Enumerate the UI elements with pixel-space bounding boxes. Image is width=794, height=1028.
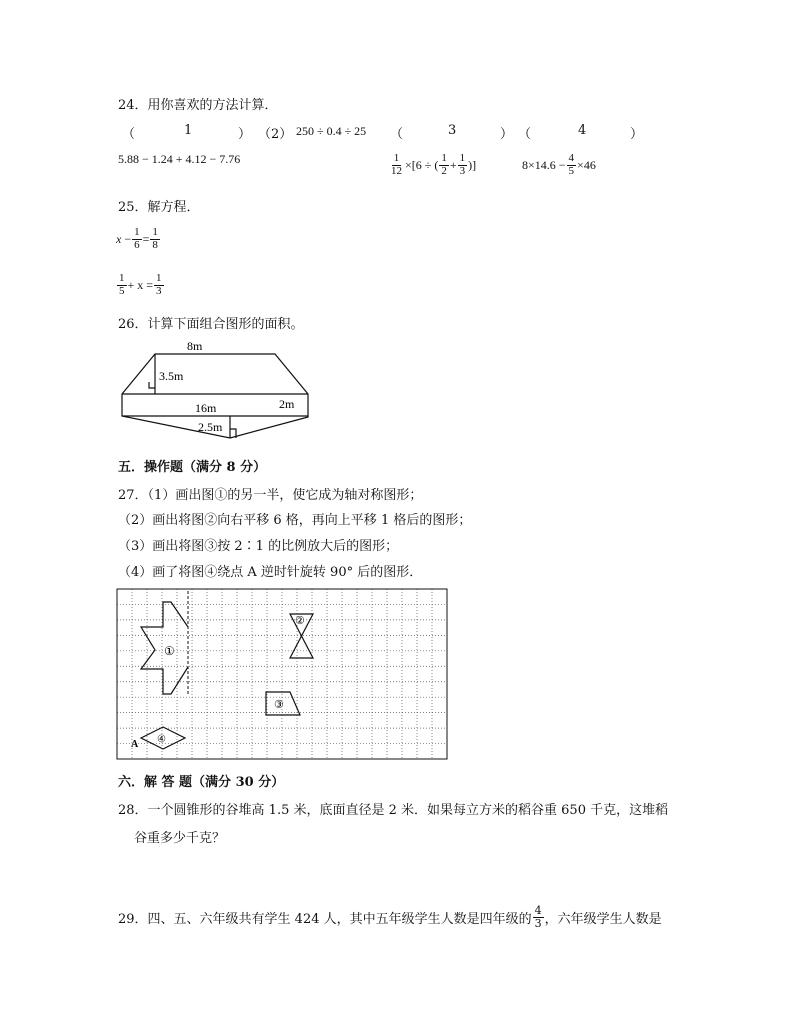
q25-equation-2: $\frac{1}{5}$ + x = $\frac{1}{3}$ xyxy=(119,271,162,297)
q27-grid-figure xyxy=(116,588,450,761)
q24-paren-1-close: ） xyxy=(238,127,252,142)
q27-line-3: （3）画出将图③按 2∶1 的比例放大后的图形； xyxy=(118,539,399,554)
q24-expr-3: $\frac{1}{12}$ ×[6 ÷ ( $\frac{1}{2}$ + $\frac{1}{3}$ )] xyxy=(391,151,477,177)
q26-label-right: 2m xyxy=(279,397,295,411)
q24-title: 24．用你喜欢的方法计算． xyxy=(118,98,278,113)
q24-paren-3-open: （ xyxy=(390,127,404,142)
q26-label-top: 8m xyxy=(187,339,203,353)
q25-equation-1: x − $\frac{1}{6}$ = $\frac{1}{8}$ xyxy=(116,225,158,251)
fig3-label: ③ xyxy=(274,699,284,711)
q28-line-2: 谷重多少千克？ xyxy=(134,831,226,846)
q27-line-4: （4）画了将图④绕点 A 逆时针旋转 90° 后的图形． xyxy=(118,565,423,580)
q28-line-1: 28．一个圆锥形的谷堆高 1.5 米，底面直径是 2 米．如果每立方米的稻谷重 650 千克，这堆稻 xyxy=(118,803,669,818)
q26-label-height-bottom: 2.5m xyxy=(198,420,223,434)
q24-expr-2: 250 ÷ 0.4 ÷ 25 xyxy=(296,124,367,138)
q24-labels-row xyxy=(118,123,678,142)
point-a-label: A xyxy=(131,739,139,750)
q24-num-3: 3 xyxy=(448,123,457,138)
q26-label-base: 16m xyxy=(195,401,217,415)
q24-paren-1-open: （ xyxy=(122,127,136,142)
q27-line-1: 27．（1）画出图①的另一半，使它成为轴对称图形； xyxy=(118,488,423,503)
q25-title: 25．解方程． xyxy=(118,200,200,215)
fig2-label: ② xyxy=(295,615,305,627)
q26-composite-figure xyxy=(115,335,315,447)
q26-title: 26．计算下面组合图形的面积。 xyxy=(118,317,304,332)
q29-line-1: 29．四、五、六年级共有学生 424 人，其中五年级学生人数是四年级的 $\frac{4}{3}$ ，六年级学生人数是 xyxy=(118,903,662,930)
fig4-label: ④ xyxy=(157,734,166,745)
section-6-title: 六．解 答 题（满分 30 分） xyxy=(118,775,285,790)
q24-num-2: （2） xyxy=(258,127,293,142)
q26-label-height-top: 3.5m xyxy=(159,369,184,383)
q24-paren-3-close: ） xyxy=(500,127,514,142)
q24-num-4: 4 xyxy=(578,123,587,138)
q24-expr-1: 5.88 − 1.24 + 4.12 − 7.76 xyxy=(118,152,241,166)
q24-paren-4-close: ） xyxy=(630,127,644,142)
q27-line-2: （2）画出将图②向右平移 6 格，再向上平移 1 格后的图形； xyxy=(118,513,472,528)
q24-num-1: 1 xyxy=(184,123,193,138)
grid-dots xyxy=(117,589,447,759)
q24-expr-4: 8×14.6 − $\frac{4}{5}$ ×46 xyxy=(522,151,596,177)
section-5-title: 五．操作题（满分 8 分） xyxy=(118,460,267,475)
q24-paren-4-open: （ xyxy=(518,127,532,142)
fig1-label: ① xyxy=(164,644,175,658)
